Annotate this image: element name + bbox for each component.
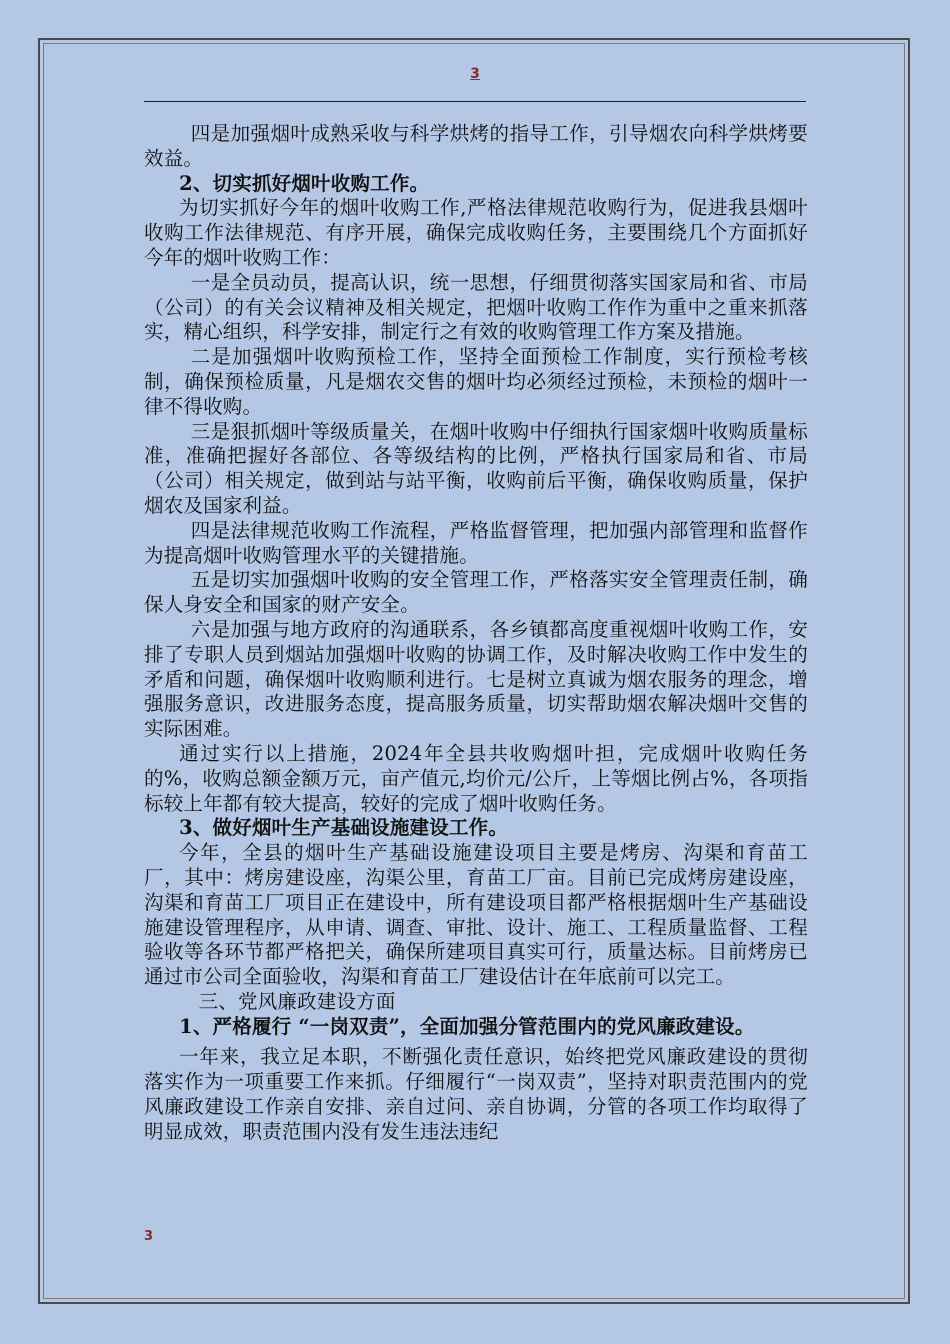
paragraph: 今年，全县的烟叶生产基础设施建设项目主要是烤房、沟渠和育苗工厂，其中：烤房建设座，沟渠公里，育苗工厂亩。目前已完成烤房建设座，沟渠和育苗工厂项目正在建设中，所有建设项目都严格根据烟叶生产基础设施建设管理程序，从申请、调查、审批、设计、施工、工程质量监督、工程验收等各环节都严格把关，确保所建项目真实可行，质量达标。目前烤房已通过市公司全面验收，沟渠和育苗工厂建设估计在年底前可以完工。 [144,841,808,989]
paragraph: 通过实行以上措施，2024年全县共收购烟叶担，完成烟叶收购任务的%，收购总额金额万元，亩产值元,均价元/公斤，上等烟比例占%，各项指标较上年都有较大提高，较好的完成了烟叶收购任务。 [144,741,808,815]
paragraph: 一是全员动员，提高认识，统一思想，仔细贯彻落实国家局和省、市局（公司）的有关会议精神及相关规定，把烟叶收购工作作为重中之重来抓落实，精心组织，科学安排，制定行之有效的收购管理工作方案及措施。 [144,270,808,344]
paragraph: 六是加强与地方政府的沟通联系，各乡镇都高度重视烟叶收购工作，安排了专职人员到烟站加强烟叶收购的协调工作，及时解决收购工作中发生的矛盾和问题，确保烟叶收购顺利进行。七是树立真诚为烟农服务的理念，增强服务意识，改进服务态度，提高服务质量，切实帮助烟农解决烟叶交售的实际困难。 [144,617,808,741]
document-body [144,122,808,1145]
footer-page-number: 3 [144,1229,154,1244]
section-heading: 2、切实抓好烟叶收购工作。 [179,171,430,195]
paragraph: 四是加强烟叶成熟采收与科学烘烤的指导工作，引导烟农向科学烘烤要效益。 [144,122,808,170]
header-page-number: 3 [470,66,480,82]
section-heading: 1、严格履行 “一岗双责”，全面加强分管范围内的党风廉政建设。 [179,1014,755,1038]
paragraph: 为切实抓好今年的烟叶收购工作,严格法律规范收购行为，促进我县烟叶收购工作法律规范、有序开展，确保完成收购任务，主要围绕几个方面抓好今年的烟叶收购工作： [144,196,808,269]
paragraph: 五是切实加强烟叶收购的安全管理工作，严格落实安全管理责任制，确保人身安全和国家的财产安全。 [144,568,808,617]
paragraph: 二是加强烟叶收购预检工作，坚持全面预检工作制度，实行预检考核制，确保预检质量，凡是烟农交售的烟叶均必须经过预检，未预检的烟叶一律不得收购。 [144,345,808,418]
header-rule [144,101,806,102]
paragraph: 四是法律规范收购工作流程，严格监督管理，把加强内部管理和监督作为提高烟叶收购管理水平的关键措施。 [144,518,808,567]
section-heading: 3、做好烟叶生产基础设施建设工作。 [179,816,509,840]
section-heading: 三、党风廉政建设方面 [198,989,396,1013]
paragraph: 一年来，我立足本职，不断强化责任意识，始终把党风廉政建设的贯彻落实作为一项重要工作来抓。仔细履行“一岗双责”，坚持对职责范围内的党风廉政建设工作亲自安排、亲自过问、亲自协调，分管的各项工作均取得了明显成效，职责范围内没有发生违法违纪 [144,1045,808,1143]
paragraph: 三是狠抓烟叶等级质量关，在烟叶收购中仔细执行国家烟叶收购质量标准，准确把握好各部位、各等级结构的比例，严格执行国家局和省、市局（公司）相关规定，做到站与站平衡，收购前后平衡，确保收购质量，保护烟农及国家利益。 [144,419,808,517]
